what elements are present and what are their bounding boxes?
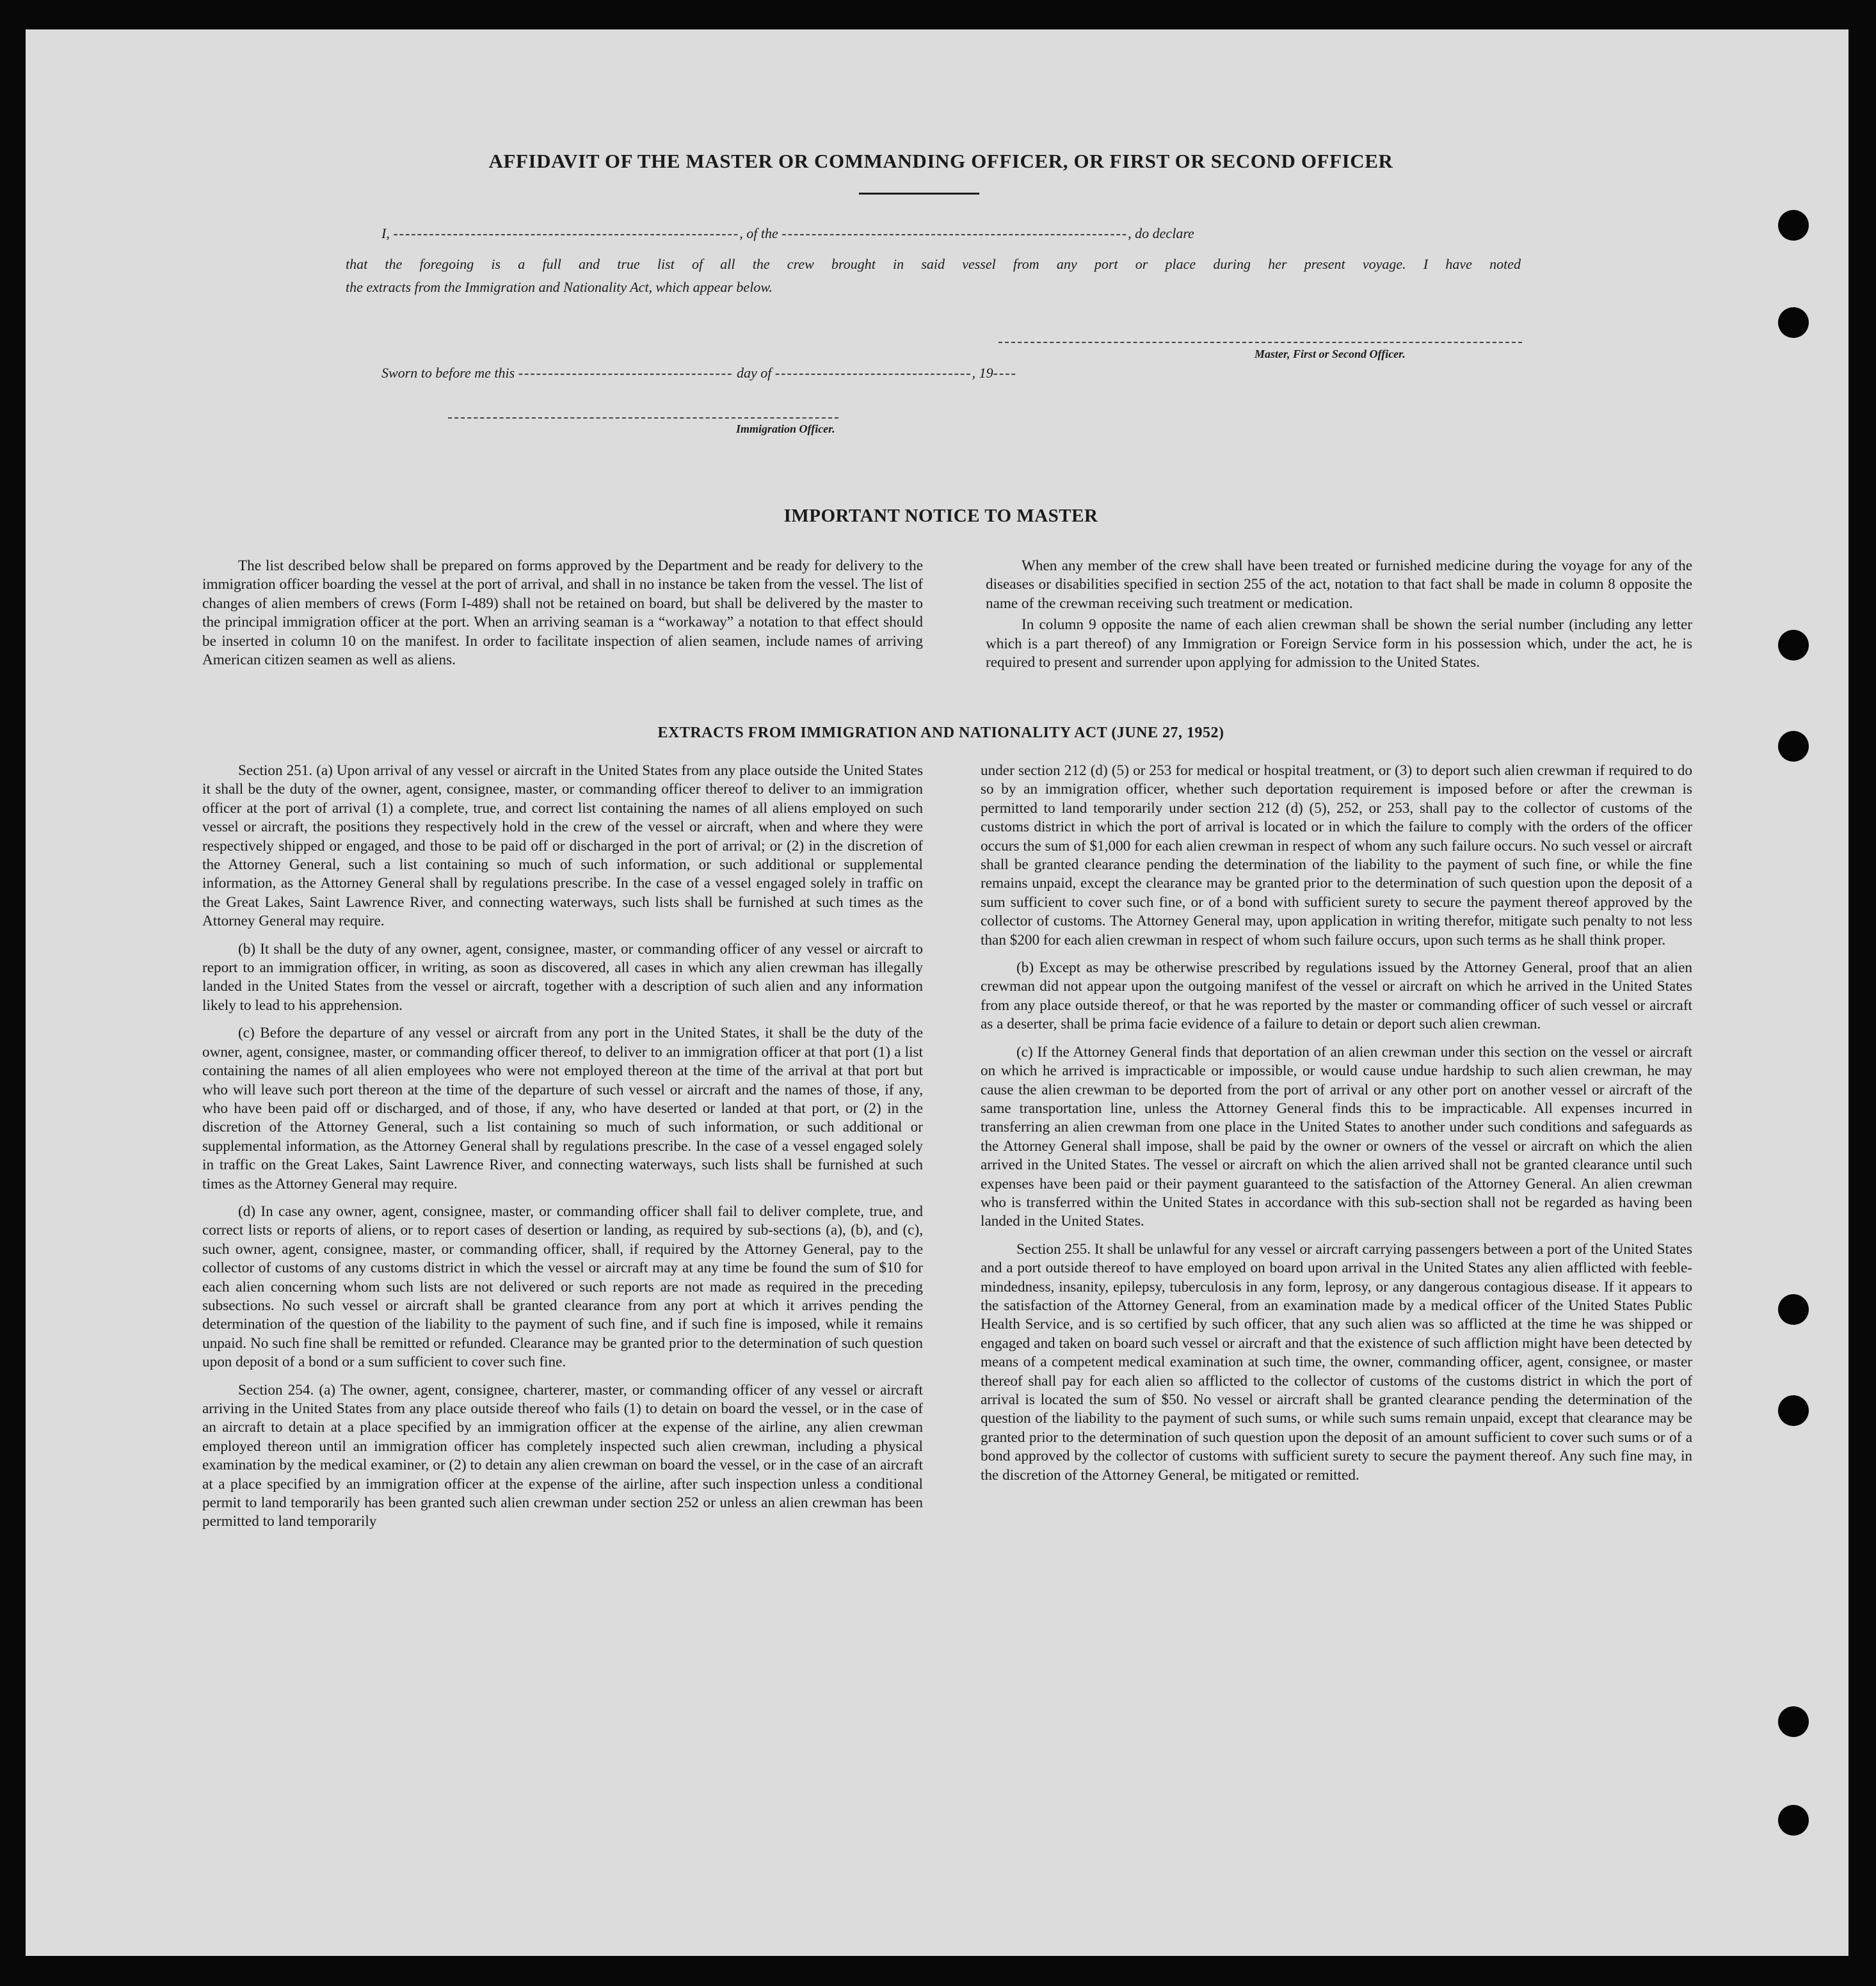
year-prefix: , 19: [972, 365, 993, 381]
notice-right-column: [986, 557, 1692, 675]
punch-hole: [1778, 1294, 1809, 1325]
extracts-title: EXTRACTS FROM IMMIGRATION AND NATIONALITY ACT (JUNE 27, 1952): [657, 725, 1224, 741]
act-paragraph: (c) Before the departure of any vessel or aircraft from any port in the United States, it shall be the duty of the owner, agent, consignee, master, or commanding officer thereof, to deliver to an immigration officer at that port (1) a list containing the names of all alien employees who were not employed thereon at the time of the arrival at that port but who will leave such port thereon at the time of the departure of such vessel or aircraft and the names of those, if any, who have been paid off or discharged, and of those, if any, who have deserted or landed at that port, or (2) in the discretion of the Attorney General, such a list containing so much of such information, or such additional or supplemental information, as the Attorney General shall by regulations prescribe. In the case of a vessel engaged solely in traffic on the Great Lakes, Saint Lawrence River, and connecting waterways, such lists shall be furnished at such times as the Attorney General may require.: [202, 1025, 923, 1192]
sworn-day-blank[interactable]: ------------------------------------: [518, 365, 734, 381]
notice-title: IMPORTANT NOTICE TO MASTER: [783, 506, 1098, 526]
punch-hole: [1778, 210, 1809, 241]
notice-left-column: [202, 557, 923, 672]
punch-hole: [1778, 731, 1809, 762]
title-divider: [859, 193, 979, 195]
immigration-officer-caption: Immigration Officer.: [736, 422, 835, 435]
act-paragraph: Section 251. (a) Upon arrival of any vessel or aircraft in the United States from any place outside the United States it shall be the duty of the owner, agent, consignee, master, or commanding officer thereof to deliver to an immigration officer at the port of arrival (1) a complete, true, and correct list containing the names of all aliens employed on such vessel or aircraft, the positions they respectively hold in the crew of the vessel or aircraft, when and where they were respectively shipped or engaged, and those to be paid off or discharged in the port of arrival; or (2) in the discretion of the Attorney General, such a list containing so much of such information, or such additional or supplemental information, as the Attorney General shall by regulations prescribe. In the case of a vessel engaged solely in traffic on the Great Lakes, Saint Lawrence River, and connecting waterways, such lists shall be furnished at such times as the Attorney General may require.: [202, 762, 923, 930]
punch-hole: [1778, 307, 1809, 338]
sworn-line: [381, 365, 1214, 381]
immigration-officer-signature-line[interactable]: [448, 417, 838, 419]
notice-paragraph: When any member of the crew shall have been treated or furnished medicine during the voyage for any of the diseases or disabilities specified in section 255 of the act, notation to that fact shall be made in column 8 opposite the name of the crewman receiving such treatment or medication.: [986, 557, 1692, 612]
extracts-left-column: [202, 762, 923, 1534]
declaration-start: I,: [381, 225, 390, 241]
notice-paragraph: In column 9 opposite the name of each alien crewman shall be shown the serial number (including any letter which is a part thereof) of any Immigration or Foreign Service form in his possession which, under the act, he is required to present and surrender upon applying for admission to the United States.: [986, 616, 1692, 671]
day-of-text: day of: [736, 365, 772, 381]
act-paragraph: (c) If the Attorney General finds that deportation of an alien crewman under this section on the vessel or aircraft on which he arrived is impracticable or impossible, or would cause undue hardship to such alien crewman, he may cause the alien crewman to be deported from the port of arrival or any other port on another vessel or aircraft of the same transportation line, unless the Attorney General finds this to be impracticable. All expenses incurred in transferring an alien crewman from one place in the United States to another under such conditions and safeguards as the Attorney General shall impose, shall be paid by the owner or owners of the vessel or aircraft on which the alien arrived in the United States. The vessel or aircraft on which the alien arrived shall not be granted clearance until such expenses have been paid or their payment guaranteed to the satisfaction of the Attorney General. An alien crewman who is transferred within the United States in accordance with this sub-section shall not be regarded as having been landed in the United States.: [981, 1043, 1692, 1230]
sworn-text: Sworn to before me this: [381, 365, 515, 381]
document-page: [26, 29, 1848, 1956]
punch-hole: [1778, 1395, 1809, 1426]
declaration-text-end: the extracts from the Immigration and Nationality Act, which appear below.: [346, 279, 773, 295]
year-blank[interactable]: ----: [993, 365, 1017, 381]
declaration-line: [381, 225, 1521, 242]
act-paragraph: Section 254. (a) The owner, agent, consignee, charterer, master, or commanding officer of any vessel or aircraft arriving in the United States from any place outside thereof who fails (1) to detain on board the vessel, or in the case of an aircraft to detain at a place specified by an immigration officer at the expense of the airline, any alien crewman employed thereon until an immigration officer has completely inspected such alien crewman, including a physical examination by the medical examiner, or (2) to detain any alien crewman on board the vessel, or in the case of an aircraft at a place specified by an immigration officer at the expense of the airline, after such inspection unless a conditional permit to land temporarily has been granted such alien crewman under section 252 or unless an alien crewman has been permitted to land temporarily: [202, 1381, 923, 1530]
sworn-month-blank[interactable]: ---------------------------------: [774, 365, 972, 381]
notice-paragraph: The list described below shall be prepared on forms approved by the Department and be ready for delivery to the immigration officer boarding the vessel at the port of arrival, and shall in no instance be taken from the vessel. The list of changes of alien members of crews (Form I-489) shall not be retained on board, but shall be delivered by the master to the principal immigration officer at the port. When an arriving seaman is a “workaway” a notation to that effect should be inserted in column 10 on the manifest. In order to facilitate inspection of alien seamen, include names of arriving American citizen seamen as well as aliens.: [202, 557, 923, 669]
master-signature-line[interactable]: [998, 342, 1522, 343]
do-declare-text: , do declare: [1128, 225, 1194, 241]
punch-hole: [1778, 1706, 1809, 1737]
extracts-right-column: [981, 762, 1692, 1487]
of-the-text: , of the: [739, 225, 778, 241]
act-paragraph: Section 255. It shall be unlawful for any vessel or aircraft carrying passengers between a port of the United States and a port outside thereof to have employed on board upon arrival in the United States any alien afflicted with feeble-mindedness, insanity, epilepsy, tuberculosis in any form, leprosy, or any dangerous contagious disease. If it appears to the satisfaction of the Attorney General, from an examination made by a medical officer of the United States Public Health Service, and is so certified by such officer, that any such alien was so afflicted at the time he was shipped or engaged and taken on board such vessel or aircraft and that the existence of such affliction might have been detected by means of a competent medical examination at such time, the owner, commanding officer, agent, consignee, or master thereof shall pay for each alien so afflicted to the collector of customs of the customs district in which the port of arrival is located the sum of $50. No vessel or aircraft shall be granted clearance pending the determination of the question of the liability to the payment of such sums, or while such sums remain unpaid, except that clearance may be granted prior to the determination of such question upon the deposit of an amount sufficient to cover such sums or of a bond approved by the collector of customs with sufficient surety to secure the payment thereof. Any such fine may, in the discretion of the Attorney General, be mitigated or remitted.: [981, 1240, 1692, 1484]
master-signature-caption: Master, First or Second Officer.: [1255, 348, 1406, 360]
act-paragraph: under section 212 (d) (5) or 253 for medical or hospital treatment, or (3) to deport such alien crewman if required to do so by an immigration officer, whether such deportation requirement is imposed before or after the crewman is permitted to land temporarily under section 212 (d) (5), 252, or 253, shall pay to the collector of customs of the customs district in which the port of arrival is located or in which the failure to comply with the orders of the officer occurs the sum of $1,000 for each alien crewman in respect of whom any such failure occurs. No such vessel or aircraft shall be granted clearance pending the determination of the liability to the payment of such fine, or while the fine remains unpaid, except the clearance may be granted prior to the determination of such question upon the deposit of a sum sufficient to cover such fine, or of a bond with sufficient surety to secure the payment thereof approved by the collector of customs. The Attorney General may, upon application in writing therefor, mitigate such penalty to not less than $200 for each alien crewman in respect of whom such failure occurs, upon such terms as he shall think proper.: [981, 762, 1692, 949]
name-blank[interactable]: ----------------------------------------------------------: [393, 225, 740, 241]
act-paragraph: (d) In case any owner, agent, consignee, master, or commanding officer shall fail to deliver complete, true, and correct lists or reports of aliens, or to report cases of desertion or landing, as required by sub-sections (a), (b), and (c), such owner, agent, consignee, master, or commanding officer, shall, if required by the Attorney General, pay to the collector of customs of any customs district in which the vessel or aircraft may at any time be found the sum of $10 for each alien concerning whom such lists are not delivered or such reports are not made as required in the preceding subsections. No such vessel or aircraft shall be granted clearance from any port at which it arrives pending the determination of the question of the liability to the payment of such fine, and if such fine is imposed, while it remains unpaid. No such fine shall be remitted or refunded. Clearance may be granted prior to the determination of such question upon deposit of a bond or a sum sufficient to cover such fine.: [202, 1203, 923, 1371]
act-paragraph: (b) It shall be the duty of any owner, agent, consignee, master, or commanding officer of any vessel or aircraft to report to an immigration officer, in writing, as soon as discovered, all cases in which any alien crewman has illegally landed in the United States from the vessel or aircraft, together with a description of such alien and any information likely to lead to his apprehension.: [202, 940, 923, 1014]
declaration-text: that the foregoing is a full and true list of all the crew brought in said vessel from any port or place during her present voyage. I have noted: [346, 256, 1521, 272]
act-paragraph: (b) Except as may be otherwise prescribed by regulations issued by the Attorney General, proof that an alien crewman did not appear upon the outgoing manifest of the vessel or aircraft on which he arrived in the United States from any place outside thereof, or that he was reported by the master or commanding officer of such vessel or aircraft as a deserter, shall be prima facie evidence of a failure to detain or deport such alien crewman.: [981, 959, 1692, 1033]
affidavit-title: AFFIDAVIT OF THE MASTER OR COMMANDING OFFICER, OR FIRST OR SECOND OFFICER: [488, 150, 1393, 172]
punch-hole: [1778, 630, 1809, 661]
vessel-blank[interactable]: ----------------------------------------------------------: [782, 225, 1128, 241]
punch-hole: [1778, 1805, 1809, 1836]
